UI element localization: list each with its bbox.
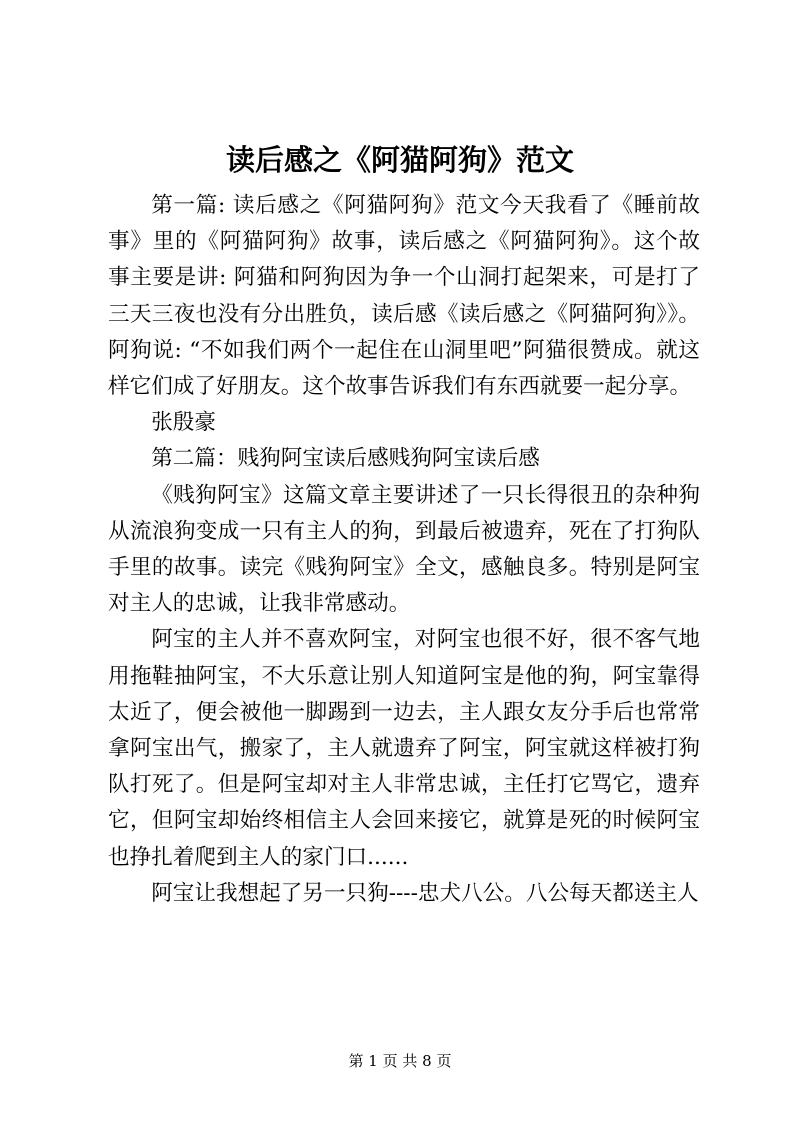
paragraph-second-essay-heading: 第二篇：贱狗阿宝读后感贱狗阿宝读后感: [151, 446, 540, 472]
document-title: 读后感之《阿猫阿狗》范文: [225, 143, 574, 177]
paragraph-author: 张殷豪: [151, 410, 216, 436]
paragraph-owner-treatment: 阿宝的主人并不喜欢阿宝，对阿宝也很不好，很不客气地用拖鞋抽阿宝，不大乐意让别人知道阿宝是他的狗，阿宝靠得太近了，便会被他一脚踢到一边去，主人跟女友分手后也常常拿阿宝出气，搬家了，主人就遗弃了阿宝，阿宝就这样被打狗队打死了。但是阿宝却对主人非常忠诚，主任打它骂它，遗弃它，但阿宝却始终相信主人会回来接它，就算是死的时候阿宝也挣扎着爬到主人的家门口......: [108, 627, 700, 870]
page-number-footer: 第 1 页 共 8 页: [348, 1052, 452, 1070]
paragraph-hachiko: 阿宝让我想起了另一只狗----忠犬八公。八公每天都送主人: [151, 880, 699, 906]
paragraph-summary: 《贱狗阿宝》这篇文章主要讲述了一只长得很丑的杂种狗从流浪狗变成一只有主人的狗，到最后被遗弃，死在了打狗队手里的故事。读完《贱狗阿宝》全文，感触良多。特别是阿宝对主人的忠诚，让我非常感动。: [108, 482, 700, 617]
document-body: [108, 188, 700, 912]
paragraph-first-essay: 第一篇: 读后感之《阿猫阿狗》范文今天我看了《睡前故事》里的《阿猫阿狗》故事，读后感之《阿猫阿狗》。这个故事主要是讲: 阿猫和阿狗因为争一个山洞打起架来，可是打了三天三夜也没有分出胜负，读后感《读后感之《阿猫阿狗》》。阿狗说: “不如我们两个一起住在山洞里吧”阿猫很赞成。就这样它们成了好朋友。这个故事告诉我们有东西就要一起分享。: [108, 193, 700, 400]
